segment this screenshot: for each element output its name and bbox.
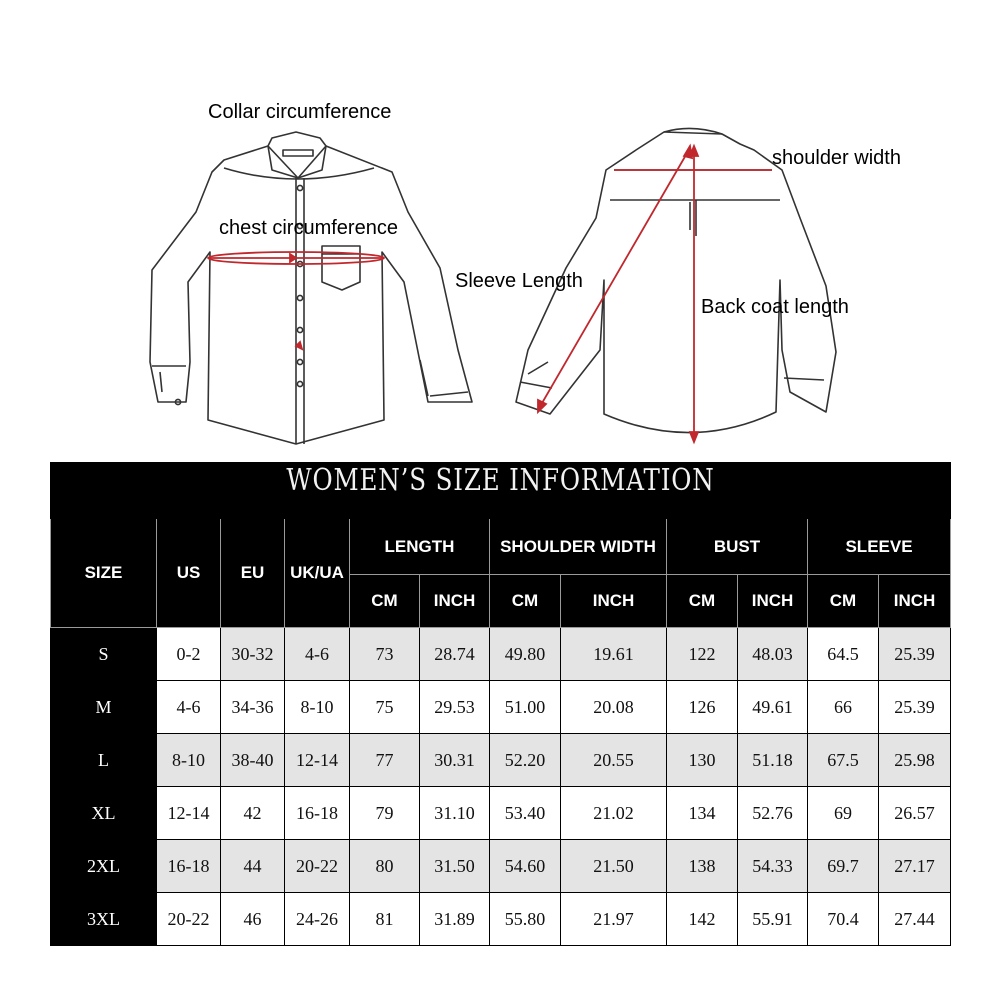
us-cell: 0-2 xyxy=(157,628,221,681)
sleeve-inch-cell: 25.39 xyxy=(879,628,951,681)
length-cm-cell: 81 xyxy=(350,893,420,946)
sleeve-cm-cell: 69.7 xyxy=(808,840,879,893)
shoulder-cm-cell: 51.00 xyxy=(490,681,561,734)
bust-inch-cell: 52.76 xyxy=(738,787,808,840)
bust-cm-cell: 122 xyxy=(667,628,738,681)
table-row xyxy=(51,787,951,840)
eu-cell: 30-32 xyxy=(221,628,285,681)
size-chart-table xyxy=(50,462,951,946)
size-cell: S xyxy=(51,628,157,681)
shoulder-cm-cell: 53.40 xyxy=(490,787,561,840)
sleeve-cm-cell: 66 xyxy=(808,681,879,734)
sleeve-cm-cell: 64.5 xyxy=(808,628,879,681)
size-cell: L xyxy=(51,734,157,787)
bust-inch-cell: 51.18 xyxy=(738,734,808,787)
length-cm-cell: 75 xyxy=(350,681,420,734)
length-inch-cell: 28.74 xyxy=(420,628,490,681)
shoulder-inch-cell: 20.08 xyxy=(561,681,667,734)
length-inch-cell: 31.50 xyxy=(420,840,490,893)
size-cell: XL xyxy=(51,787,157,840)
header-length-inch: INCH xyxy=(420,575,490,628)
label-collar-circumference: Collar circumference xyxy=(208,101,392,123)
label-chest-circumference: chest circumference xyxy=(219,217,398,239)
bust-cm-cell: 138 xyxy=(667,840,738,893)
eu-cell: 38-40 xyxy=(221,734,285,787)
header-length-cm: CM xyxy=(350,575,420,628)
bust-inch-cell: 55.91 xyxy=(738,893,808,946)
size-cell: 3XL xyxy=(51,893,157,946)
table-title-bar xyxy=(51,463,951,519)
table-row xyxy=(51,840,951,893)
length-inch-cell: 31.10 xyxy=(420,787,490,840)
table-row xyxy=(51,681,951,734)
uk-cell: 20-22 xyxy=(285,840,350,893)
sleeve-inch-cell: 25.39 xyxy=(879,681,951,734)
length-cm-cell: 79 xyxy=(350,787,420,840)
shoulder-cm-cell: 54.60 xyxy=(490,840,561,893)
label-back-coat-length: Back coat length xyxy=(701,296,849,318)
eu-cell: 34-36 xyxy=(221,681,285,734)
header-eu: EU xyxy=(221,519,285,628)
bust-inch-cell: 49.61 xyxy=(738,681,808,734)
bust-cm-cell: 134 xyxy=(667,787,738,840)
shoulder-cm-cell: 49.80 xyxy=(490,628,561,681)
shirt-measurement-diagram xyxy=(0,0,1000,460)
label-sleeve-length: Sleeve Length xyxy=(455,270,583,292)
size-cell: M xyxy=(51,681,157,734)
shoulder-inch-cell: 19.61 xyxy=(561,628,667,681)
size-cell: 2XL xyxy=(51,840,157,893)
bust-cm-cell: 130 xyxy=(667,734,738,787)
length-inch-cell: 31.89 xyxy=(420,893,490,946)
header-sleeve: SLEEVE xyxy=(808,519,951,575)
shoulder-cm-cell: 55.80 xyxy=(490,893,561,946)
length-cm-cell: 73 xyxy=(350,628,420,681)
sleeve-inch-cell: 27.17 xyxy=(879,840,951,893)
eu-cell: 42 xyxy=(221,787,285,840)
header-size: SIZE xyxy=(51,519,157,628)
shoulder-inch-cell: 21.50 xyxy=(561,840,667,893)
sleeve-inch-cell: 27.44 xyxy=(879,893,951,946)
header-bust-cm: CM xyxy=(667,575,738,628)
sleeve-cm-cell: 67.5 xyxy=(808,734,879,787)
shoulder-cm-cell: 52.20 xyxy=(490,734,561,787)
length-cm-cell: 77 xyxy=(350,734,420,787)
uk-cell: 8-10 xyxy=(285,681,350,734)
table-title: WOMEN’S SIZE INFORMATION xyxy=(132,463,869,518)
shoulder-inch-cell: 21.97 xyxy=(561,893,667,946)
sleeve-cm-cell: 70.4 xyxy=(808,893,879,946)
table-row xyxy=(51,734,951,787)
us-cell: 12-14 xyxy=(157,787,221,840)
header-sleeve-cm: CM xyxy=(808,575,879,628)
header-shoulder-inch: INCH xyxy=(561,575,667,628)
eu-cell: 44 xyxy=(221,840,285,893)
uk-cell: 12-14 xyxy=(285,734,350,787)
us-cell: 4-6 xyxy=(157,681,221,734)
shoulder-inch-cell: 21.02 xyxy=(561,787,667,840)
header-bust: BUST xyxy=(667,519,808,575)
us-cell: 8-10 xyxy=(157,734,221,787)
label-shoulder-width: shoulder width xyxy=(772,147,901,169)
length-inch-cell: 30.31 xyxy=(420,734,490,787)
sleeve-cm-cell: 69 xyxy=(808,787,879,840)
bust-cm-cell: 142 xyxy=(667,893,738,946)
measurement-lines xyxy=(208,146,772,442)
header-sleeve-inch: INCH xyxy=(879,575,951,628)
header-bust-inch: INCH xyxy=(738,575,808,628)
header-us: US xyxy=(157,519,221,628)
eu-cell: 46 xyxy=(221,893,285,946)
table-row xyxy=(51,893,951,946)
header-uk-ua: UK/UA xyxy=(285,519,350,628)
length-cm-cell: 80 xyxy=(350,840,420,893)
length-inch-cell: 29.53 xyxy=(420,681,490,734)
uk-cell: 16-18 xyxy=(285,787,350,840)
us-cell: 20-22 xyxy=(157,893,221,946)
shirt-drawings xyxy=(0,0,1000,460)
table-row xyxy=(51,628,951,681)
uk-cell: 24-26 xyxy=(285,893,350,946)
bust-cm-cell: 126 xyxy=(667,681,738,734)
shoulder-inch-cell: 20.55 xyxy=(561,734,667,787)
header-shoulder-cm: CM xyxy=(490,575,561,628)
sleeve-inch-cell: 25.98 xyxy=(879,734,951,787)
sleeve-inch-cell: 26.57 xyxy=(879,787,951,840)
uk-cell: 4-6 xyxy=(285,628,350,681)
us-cell: 16-18 xyxy=(157,840,221,893)
front-shirt-drawing xyxy=(150,132,472,444)
header-length: LENGTH xyxy=(350,519,490,575)
header-shoulder-width: SHOULDER WIDTH xyxy=(490,519,667,575)
bust-inch-cell: 54.33 xyxy=(738,840,808,893)
bust-inch-cell: 48.03 xyxy=(738,628,808,681)
